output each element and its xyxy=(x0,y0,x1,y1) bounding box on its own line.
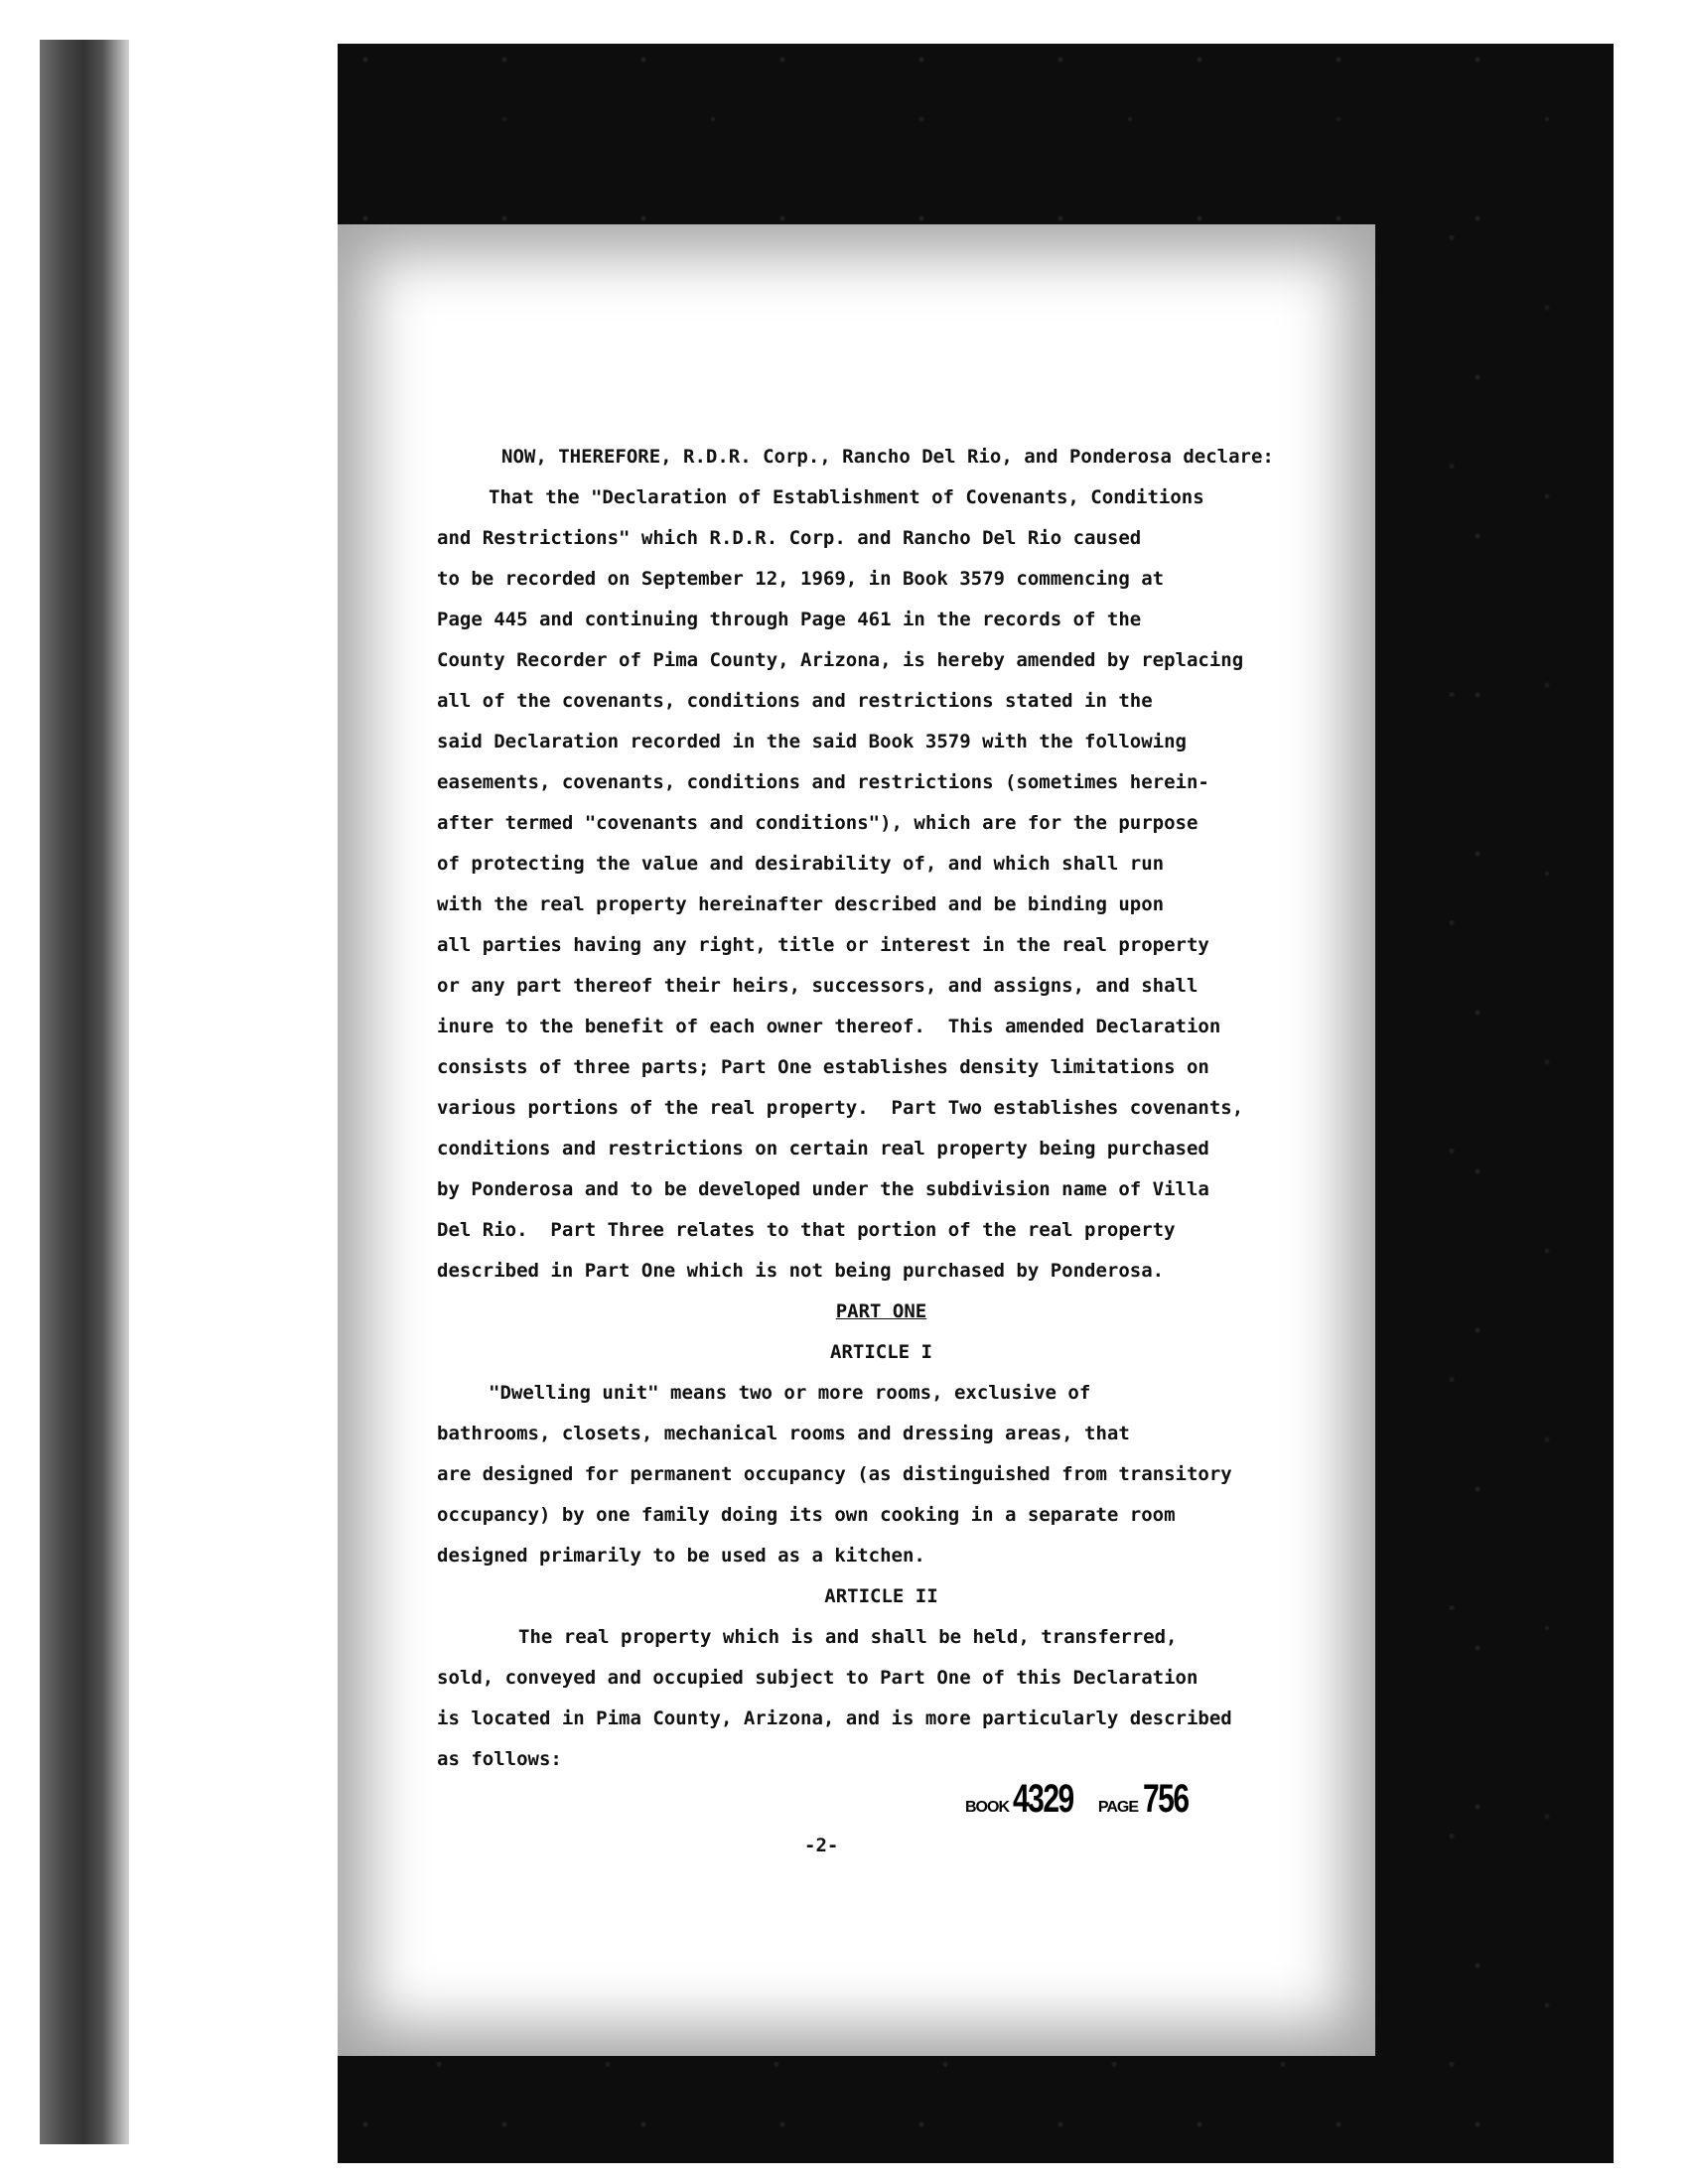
body-line: NOW, THEREFORE, R.D.R. Corp., Rancho Del Rio, and Ponderosa declare: xyxy=(501,446,1274,468)
body-line: and Restrictions" which R.D.R. Corp. and Rancho Del Rio caused xyxy=(437,527,1142,549)
body-line: to be recorded on September 12, 1969, in Book 3579 commencing at xyxy=(437,568,1165,590)
body-line: all parties having any right, title or interest in the real property xyxy=(437,934,1209,956)
article-1-line: designed primarily to be used as a kitchen. xyxy=(437,1545,925,1567)
page-number: -2- xyxy=(804,1835,839,1856)
body-line: conditions and restrictions on certain real property being purchased xyxy=(437,1138,1209,1160)
body-line: Del Rio. Part Three relates to that portion of the real property xyxy=(437,1219,1176,1241)
body-line: or any part thereof their heirs, successors, and assigns, and shall xyxy=(437,975,1198,997)
book-page-stamp xyxy=(965,1777,1202,1822)
body-line: various portions of the real property. Part Two establishes covenants, xyxy=(437,1097,1244,1119)
binding-shadow xyxy=(40,40,129,2144)
page-ref: 756 xyxy=(1142,1777,1189,1821)
article-1-line: bathrooms, closets, mechanical rooms and dressing areas, that xyxy=(437,1423,1130,1444)
article-1-line: are designed for permanent occupancy (as distinguished from transitory xyxy=(437,1463,1232,1485)
body-line: said Declaration recorded in the said Book 3579 with the following xyxy=(437,731,1187,752)
article-2-line: The real property which is and shall be held, transferred, xyxy=(518,1626,1178,1648)
article-2-line: is located in Pima County, Arizona, and is more particularly described xyxy=(437,1707,1232,1729)
article-1-line: occupancy) by one family doing its own cooking in a separate room xyxy=(437,1504,1176,1526)
body-line: all of the covenants, conditions and restrictions stated in the xyxy=(437,690,1153,712)
body-line: consists of three parts; Part One establishes density limitations on xyxy=(437,1056,1209,1078)
article-1-line: "Dwelling unit" means two or more rooms, exclusive of xyxy=(489,1382,1091,1404)
book-number: 4329 xyxy=(1013,1777,1074,1821)
body-line: inure to the benefit of each owner thereof. This amended Declaration xyxy=(437,1016,1221,1037)
body-line: of protecting the value and desirability of, and which shall run xyxy=(437,853,1165,875)
article-2-line: sold, conveyed and occupied subject to Part One of this Declaration xyxy=(437,1667,1198,1689)
article-2-line: as follows: xyxy=(437,1748,562,1770)
body-line: That the "Declaration of Establishment of Covenants, Conditions xyxy=(489,486,1204,508)
document-body xyxy=(437,437,1326,1780)
body-line: easements, covenants, conditions and restrictions (sometimes herein- xyxy=(437,771,1209,793)
body-line: after termed "covenants and conditions"), which are for the purpose xyxy=(437,812,1198,834)
body-line: Page 445 and continuing through Page 461 in the records of the xyxy=(437,609,1142,630)
article-2-heading: ARTICLE II xyxy=(824,1585,938,1607)
body-line: described in Part One which is not being purchased by Ponderosa. xyxy=(437,1260,1165,1282)
body-line: by Ponderosa and to be developed under the subdivision name of Villa xyxy=(437,1178,1209,1200)
article-1-heading: ARTICLE I xyxy=(830,1341,932,1363)
book-label: BOOK xyxy=(965,1799,1009,1816)
body-line: with the real property hereinafter described and be binding upon xyxy=(437,893,1165,915)
part-one-heading: PART ONE xyxy=(835,1300,927,1322)
body-line: County Recorder of Pima County, Arizona, is hereby amended by replacing xyxy=(437,649,1244,671)
page-label: PAGE xyxy=(1097,1799,1139,1816)
